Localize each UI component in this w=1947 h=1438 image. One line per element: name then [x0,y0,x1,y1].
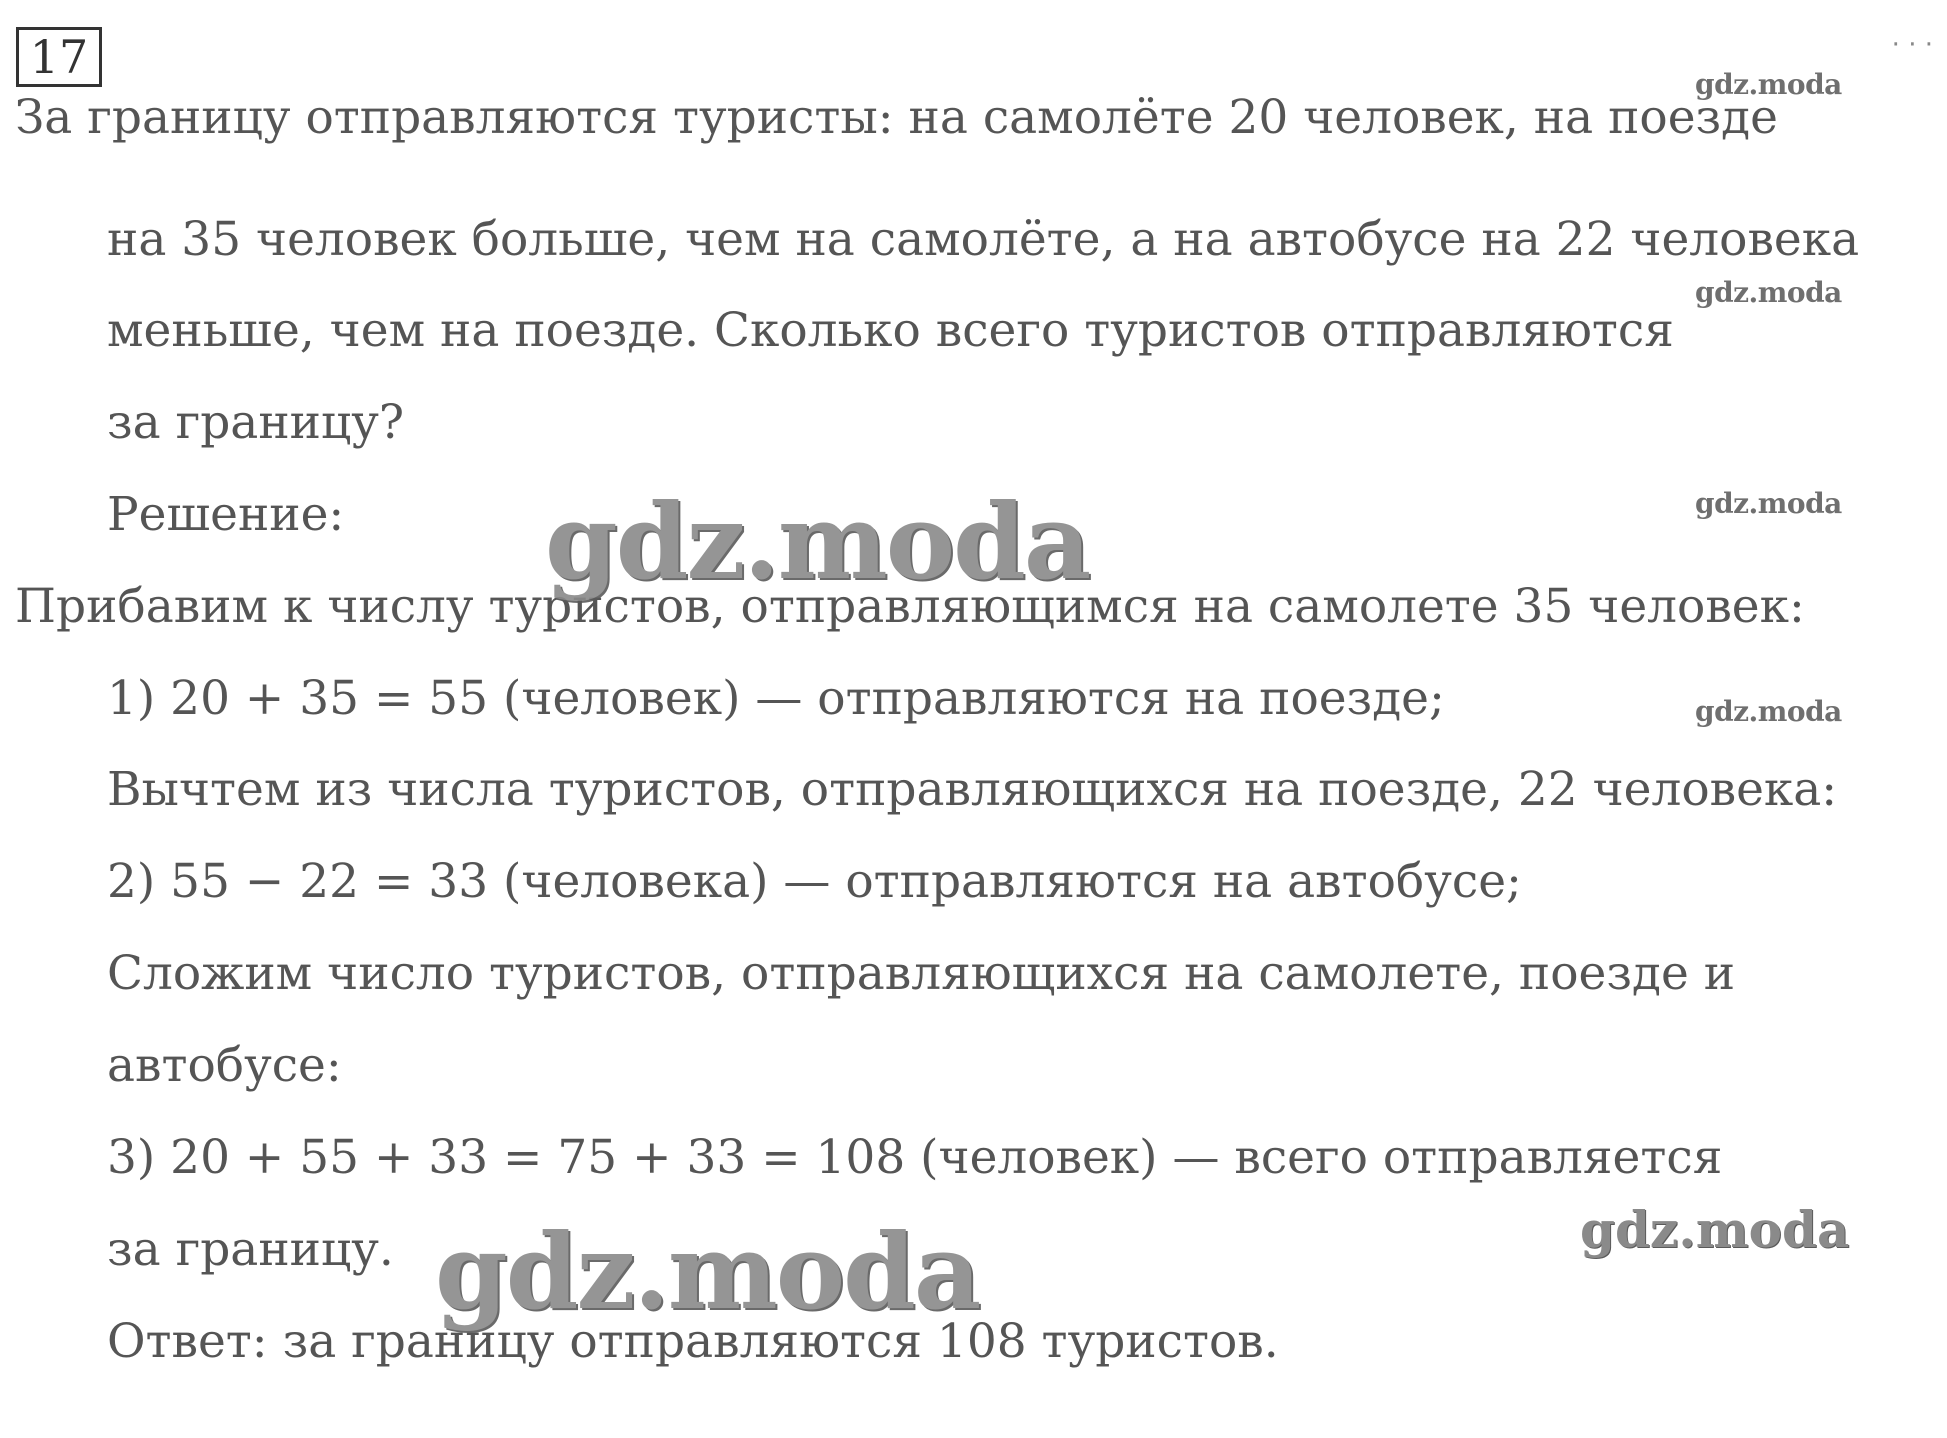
watermark-big-1: gdz.moda [545,480,1090,603]
watermark-small-4: gdz.moda [1695,695,1842,728]
solution-line-4: автобусе: [107,1038,342,1093]
solution-step-1: 1) 20 + 35 = 55 (человек) — отправляются на поезде; [107,671,1445,726]
corner-mark: · · · [1891,30,1933,60]
solution-step-3: 3) 20 + 55 + 33 = 75 + 33 = 108 (человек) — всего отправляется [107,1130,1723,1185]
solution-step-3-cont: за границу. [107,1222,394,1277]
problem-line-4: за границу? [107,395,405,450]
watermark-small-2: gdz.moda [1695,276,1842,309]
problem-line-3: меньше, чем на поезде. Сколько всего туристов отправляются [107,303,1674,358]
problem-line-2: на 35 человек больше, чем на самолёте, а на автобусе на 22 человека [107,212,1860,267]
solution-step-2: 2) 55 − 22 = 33 (человека) — отправляются на автобусе; [107,854,1522,909]
task-number-box: 17 [16,27,102,87]
solution-line-2: Вычтем из числа туристов, отправляющихся на поезде, 22 человека: [107,762,1838,817]
solution-label: Решение: [107,487,345,542]
problem-line-1: За границу отправляются туристы: на самолёте 20 человек, на поезде [15,90,1778,145]
answer-line: Ответ: за границу отправляются 108 туристов. [107,1314,1279,1369]
watermark-small-3: gdz.moda [1695,487,1842,520]
solution-line-1: Прибавим к числу туристов, отправляющимся на самолете 35 человек: [15,579,1805,634]
watermark-small-1: gdz.moda [1695,68,1842,101]
watermark-mid: gdz.moda [1580,1200,1850,1259]
watermark-big-2: gdz.moda [435,1210,980,1333]
solution-line-3: Сложим число туристов, отправляющихся на самолете, поезде и [107,946,1736,1001]
